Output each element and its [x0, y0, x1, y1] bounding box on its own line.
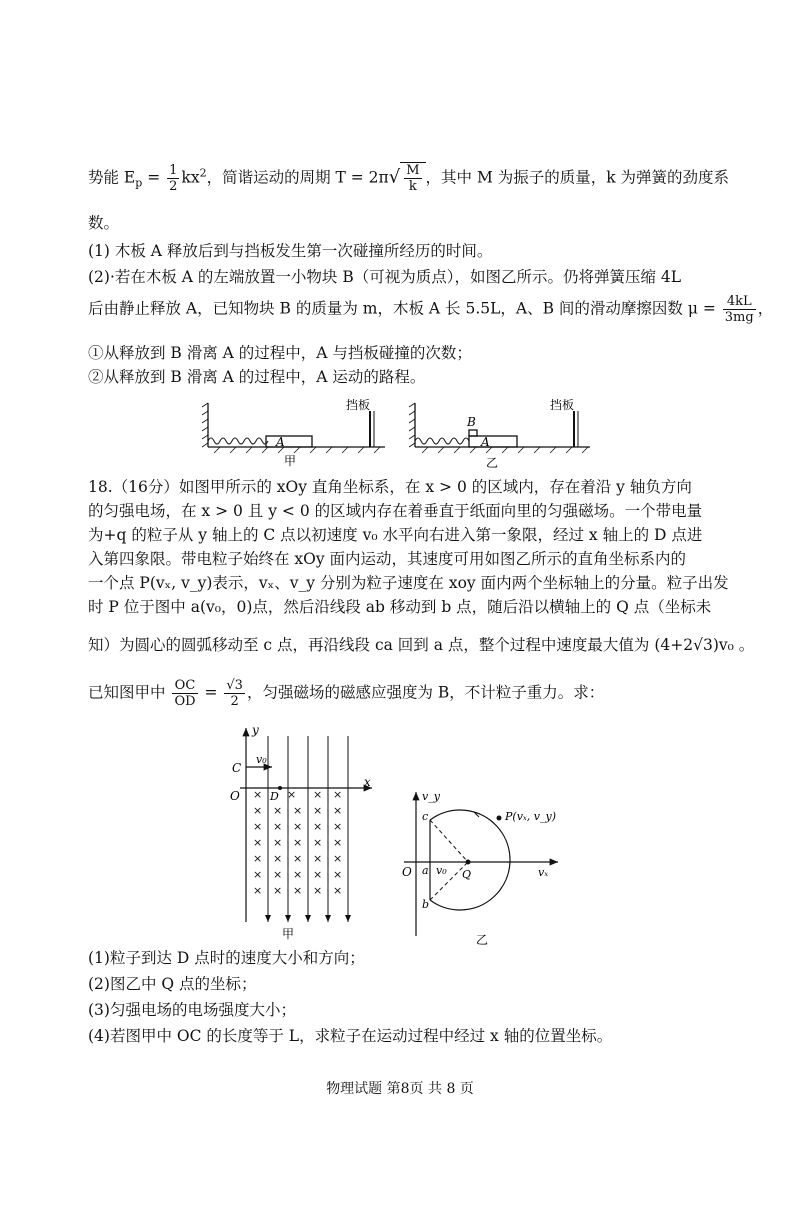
svg-text:×: ×	[253, 820, 263, 833]
svg-text:×: ×	[333, 804, 343, 817]
svg-text:×: ×	[313, 788, 323, 801]
label-y: y	[252, 723, 259, 737]
question-2b	[88, 294, 773, 325]
text-span: 后由静止释放 A，已知物块 B 的质量为 m，木板 A 长 5.5L，A、B 间的滑动摩擦因数 μ =	[88, 299, 721, 318]
arc-bc	[430, 810, 510, 910]
right-caption: 乙	[486, 456, 499, 470]
subscript: p	[135, 176, 143, 190]
text-span: ，其中 M 为振子的质量，k 为弹簧的劲度系	[425, 168, 730, 187]
label-v0: v₀	[436, 864, 447, 877]
svg-text:×: ×	[333, 868, 343, 881]
svg-text:×: ×	[273, 884, 283, 897]
right-label-A: A	[481, 435, 490, 449]
right-label-plate: 挡板	[550, 398, 575, 412]
svg-text:×: ×	[273, 868, 283, 881]
label-D: D	[270, 790, 279, 803]
q18-line-5: 一个点 P(vₓ, v_y)表示，vₓ、v_y 分别为粒子速度在 xoy 面内两个坐标轴上的分量。粒子出发	[88, 574, 729, 592]
text-span: ，简谐运动的周期 T = 2π	[206, 168, 389, 187]
label-C: C	[232, 761, 242, 775]
svg-text:×: ×	[253, 884, 263, 897]
svg-text:×: ×	[313, 868, 323, 881]
question-2d: ②从释放到 B 滑离 A 的过程中，A 运动的路程。	[88, 368, 426, 386]
point-P	[497, 816, 502, 821]
label-x: x	[364, 775, 371, 789]
left-label-A: A	[276, 435, 285, 449]
svg-text:×: ×	[313, 884, 323, 897]
right-label-B: B	[467, 415, 476, 429]
label-v0: v₀	[256, 753, 267, 766]
frac-den: 2	[169, 179, 178, 194]
q18-line-4: 入第四象限。带电粒子始终在 xOy 面内运动，其速度可用如图乙所示的直角坐标系内的	[88, 550, 687, 568]
frac-den: OD	[174, 694, 196, 709]
caption-yi: 乙	[476, 933, 489, 947]
left-label-plate: 挡板	[346, 398, 371, 412]
svg-text:×: ×	[313, 836, 323, 849]
frac-den: k	[408, 179, 417, 194]
frac-num: 4kL	[723, 294, 756, 310]
label-vy: v_y	[422, 790, 440, 803]
velocity-diagram	[398, 786, 568, 948]
superscript: 2	[199, 166, 207, 180]
svg-text:×: ×	[293, 836, 303, 849]
q18-line-2: 的匀强电场，在 x > 0 且 y < 0 的区域内存在着垂直于纸面向里的匀强磁场。一个带电量	[88, 502, 703, 520]
svg-text:×: ×	[313, 852, 323, 865]
frac-num: √3	[226, 678, 243, 693]
svg-text:×: ×	[273, 820, 283, 833]
left-caption: 甲	[284, 454, 297, 468]
frac-num: M	[406, 163, 420, 178]
svg-text:×: ×	[287, 788, 297, 801]
label-P: P(vₓ, v_y)	[505, 810, 557, 823]
svg-text:×: ×	[333, 884, 343, 897]
frac-num: OC	[172, 678, 197, 694]
label-vx: vₓ	[538, 866, 549, 879]
q18-line-7: 知）为圆心的圆弧移动至 c 点，再沿线段 ca 回到 a 点，整个过程中速度最大值为 (4+2√3)v₀ 。	[88, 636, 755, 654]
svg-text:×: ×	[253, 804, 263, 817]
svg-text:×: ×	[253, 836, 263, 849]
formula-line: 势能 $E_p$ = $\frac{1}{2}$ $kx^2$，简谐运动的周期 T = 2π√ $\frac{M}{k}$ ，其中 M 为振子的质量，k 为弹簧的劲度系	[88, 163, 730, 194]
frac-den: 3mg	[724, 310, 754, 325]
frac-num: 1	[169, 163, 178, 178]
label-b: b	[422, 898, 430, 911]
text-line: 数。	[88, 214, 120, 232]
spring-board-figure	[200, 395, 600, 477]
svg-text:×: ×	[333, 820, 343, 833]
text-span: 已知图甲中	[88, 683, 171, 702]
q18-line-8	[88, 678, 604, 709]
svg-text:×: ×	[333, 788, 343, 801]
label-Q: Q	[462, 868, 472, 881]
fraction-sqrt3-2	[224, 678, 245, 709]
svg-text:×: ×	[253, 868, 263, 881]
text-span: ，	[757, 299, 774, 318]
q18-line-1: 18.（16分）如图甲所示的 xOy 直角坐标系，在 x > 0 的区域内，存在着沿 y 轴负方向	[88, 478, 692, 496]
question-1: (1) 木板 A 释放后到与挡板发生第一次碰撞所经历的时间。	[88, 242, 493, 260]
svg-text:×: ×	[273, 804, 283, 817]
magnetic-crosses	[253, 788, 342, 897]
svg-text:×: ×	[253, 788, 263, 801]
subquestion-3: (3)匀强电场的电场强度大小；	[88, 1001, 296, 1019]
question-2a: (2)·若在木板 A 的左端放置一小物块 B（可视为质点），如图乙所示。仍将弹簧压缩 4L	[88, 268, 682, 286]
subquestion-2: (2)图乙中 Q 点的坐标；	[88, 975, 257, 993]
label-c: c	[422, 810, 429, 823]
svg-text:×: ×	[293, 820, 303, 833]
question-2c: ①从释放到 B 滑离 A 的过程中，A 与挡板碰撞的次数；	[88, 344, 472, 362]
dash-cQ	[430, 820, 468, 862]
svg-text:×: ×	[313, 804, 323, 817]
subquestion-1: (1)粒子到达 D 点时的速度大小和方向；	[88, 949, 365, 967]
svg-text:×: ×	[293, 804, 303, 817]
svg-text:×: ×	[333, 836, 343, 849]
label-a: a	[422, 864, 429, 877]
frac-den: 2	[230, 694, 239, 709]
sqrt-block	[400, 162, 425, 194]
text-span: kx	[181, 168, 200, 187]
fraction-mk	[404, 163, 421, 194]
fraction-half	[167, 163, 179, 194]
fraction-oc-od	[172, 678, 197, 709]
svg-text:×: ×	[293, 868, 303, 881]
text-span: 势能 E	[88, 168, 136, 187]
point-Q	[466, 860, 471, 865]
svg-text:×: ×	[333, 852, 343, 865]
text-span: ，匀强磁场的磁感应强度为 B，不计粒子重力。求：	[246, 683, 605, 702]
svg-text:×: ×	[273, 852, 283, 865]
fraction-mu	[723, 294, 756, 325]
subquestion-4: (4)若图甲中 OC 的长度等于 L，求粒子在运动过程中经过 x 轴的位置坐标。	[88, 1027, 613, 1045]
svg-text:×: ×	[273, 836, 283, 849]
text-span: =	[142, 168, 166, 187]
text-span: =	[199, 683, 223, 702]
caption-jia: 甲	[282, 927, 295, 941]
label-O: O	[230, 789, 240, 803]
q18-line-6: 时 P 位于图中 a(v₀，0)点，然后沿线段 ab 移动到 b 点，随后沿以横轴上的 Q 点（坐标未	[88, 598, 712, 616]
svg-text:×: ×	[253, 852, 263, 865]
svg-text:×: ×	[313, 820, 323, 833]
q18-line-3: 为+q 的粒子从 y 轴上的 C 点以初速度 v₀ 水平向右进入第一象限，经过 x 轴上的 D 点进	[88, 526, 703, 544]
svg-text:×: ×	[293, 884, 303, 897]
page-footer: 物理试题 第8页 共 8 页	[326, 1081, 474, 1097]
field-diagram	[222, 722, 382, 944]
svg-text:×: ×	[293, 852, 303, 865]
label-O: O	[402, 865, 412, 879]
